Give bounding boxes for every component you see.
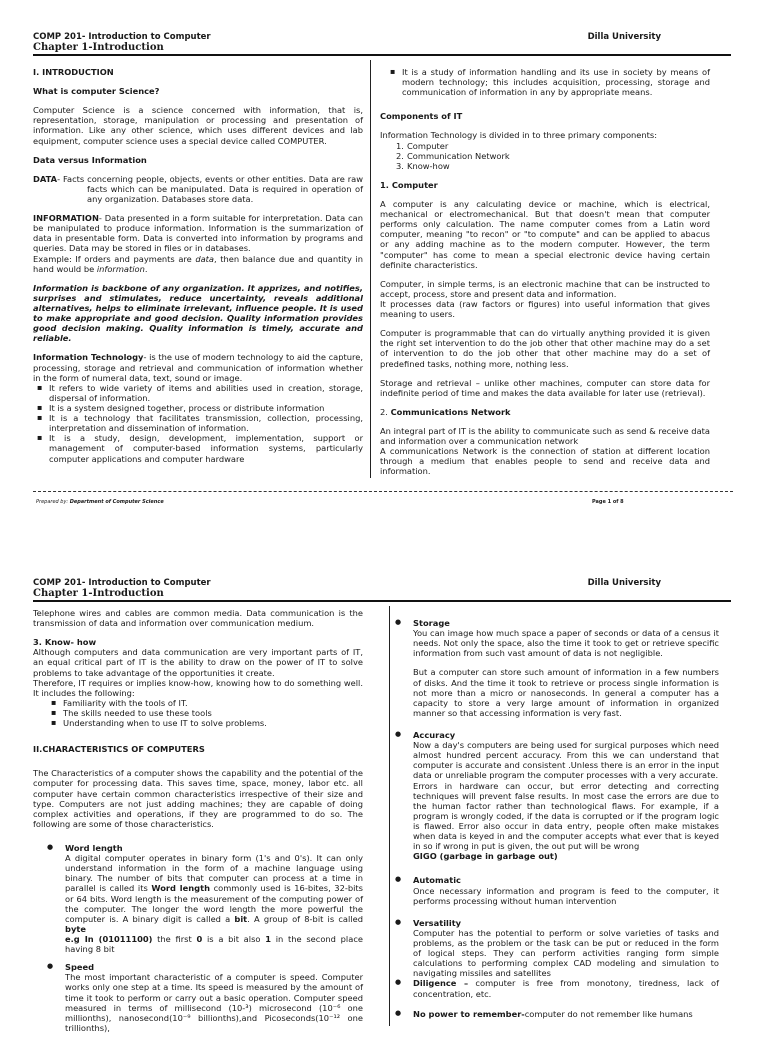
page-2 xyxy=(0,540,768,1033)
paragraph: An integral part of IT is the ability to communicate such as send & receive data and information over a communication network xyxy=(380,425,710,447)
list-item: ▪ It refers to wide variety of items and abilities used in creation, storage, dispersal of information. xyxy=(33,383,363,403)
characteristic-word-length: ● Word length A digital computer operates in binary form (1's and 0's). It can only understand information in the form of a machine language using binary. The number of bits that computer can process at a time in parallel is called its Word length commonly used is 16-bites, 32-bits or 64 bits. Word length is the measurement of the computing power of the computer. The longer the word length the more powerful the computer is. A binary digit is called a bit. A group of 8-bit is called byte e.g In (01011100) the first 0 is a bit also 1 in the second place having 8 bit xyxy=(33,843,363,954)
list-item: ▪ It is a study of information handling and its use in society by means of modern technology; this includes acquisition, processing, storage and communication of information in any by appropriate means. xyxy=(386,67,710,97)
data-definition xyxy=(33,174,363,204)
item-title: ● Versatility xyxy=(413,917,462,928)
definition-text: - Data presented in a form suitable for interpretation. Data can be manipulated to produce information. Information is the summarization of data in presentable form. Data is converted into information by programs and queries. Data may be stored in files or in databases. xyxy=(33,213,363,254)
bullet-list xyxy=(33,383,363,464)
list-item: ▪ Familiarity with the tools of IT. xyxy=(47,698,363,708)
bullet-list xyxy=(47,698,363,728)
paragraph: Information Technology is divided in to three primary components: xyxy=(380,130,658,141)
paragraph: A communications Network is the connection of station at different location through a medium that enables people to send and receive data and information. xyxy=(380,446,710,477)
list-item: ▪ The skills needed to use these tools xyxy=(47,708,363,718)
characteristic-speed: ● Speed The most important characteristic of a computer is speed. Computer works only one step at a time. Its speed is measured by the amount of time it took to perform or carry out a basic operation. Computer speed measured in terms of millisecond (10-³) microsecond (10⁻⁶ one millionths), nanosecond(10⁻⁹ billionths),and Picoseconds(10⁻¹² one trillionths), xyxy=(33,962,363,1033)
paragraph: Computer Science is a science concerned with information, that is, representation, storage, manipulation or processing and presentation of information. Like any other science, which uses different devices and lab equipment, computer science uses a special device called COMPUTER. xyxy=(33,105,363,146)
emphasis-paragraph: Information is backbone of any organization. It apprizes, and notifies, surprises and stimulates, reduce uncertainty, reveals additional alternatives, helps to eliminate irrelevant, influence people. It is used to make appropriate and good decision. Quality information provides good decision making. Quality information is timely, accurate and reliable. xyxy=(33,282,363,344)
list-item: ▪ It is a system designed together, process or distribute information xyxy=(33,403,363,413)
question-heading: What is computer Science? xyxy=(33,86,160,97)
paragraph: Telephone wires and cables are common media. Data communication is the transmission of data and information over communication medium. xyxy=(33,608,363,629)
subheading: 3. Know- how xyxy=(33,637,97,648)
footer-page-number: Page 1 of 8 xyxy=(592,499,624,505)
definition-text: - is the use of modern technology to aid the capture, processing, storage and retrieval and communication of information whether in the form of numeral data, text, sound or image. xyxy=(33,352,363,383)
item-title: ● Automatic xyxy=(413,875,461,886)
footer-prepared: Prepared by: Department of Computer Science xyxy=(36,499,164,505)
page-header xyxy=(33,28,731,56)
item-title: ● Storage xyxy=(413,618,450,628)
section-heading: II.CHARACTERISTICS OF COMPUTERS xyxy=(33,744,205,755)
course-title: COMP 201- Introduction to Computer xyxy=(33,578,211,588)
paragraph: It processes data (raw factors or figures) into useful information that gives meaning to users. xyxy=(380,298,710,320)
subheading: 1. Computer xyxy=(380,179,438,190)
example: Example: If orders and payments are data, then balance due and quantity in hand would be information. xyxy=(33,253,363,274)
list-item: 3. Know-how xyxy=(396,160,450,171)
paragraph: A computer is any calculating device or machine, which is electrical, mechanical or electromechanical. But that doesn't mean that computer performs only calculation. The name computer comes from a Latin word computer, meaning "to recon" or "to compute" and can be applied to abacus or any adding machine as to the modern computer. However, the term "computer" has come to mean a special electronic device having certain definite characteristics. xyxy=(380,198,710,270)
chapter-title: Chapter 1-Introduction xyxy=(33,588,164,599)
left-column xyxy=(33,608,363,1041)
paragraph: Therefore, IT requires or implies know-how, knowing how to do something well. It includes the following: xyxy=(33,677,363,698)
bullet-list xyxy=(386,67,710,97)
it-definition xyxy=(33,352,363,382)
subheading: 2. Communications Network xyxy=(380,406,511,417)
paragraph: The Characteristics of a computer shows the capability and the potential of the computer for processing data. This saves time, space, money, labor etc. all computer have certain common characteristics irrespective of their size and type. Computers are not just adding machines; they are capable of doing complex activities and operations, if they are programmed to do so. The following are some of those characteristics. xyxy=(33,768,363,829)
list-item: 1. Computer xyxy=(396,140,449,151)
list-item: ▪ It is a study, design, development, implementation, support or management of computer-based information systems, particularly computer applications and computer hardware xyxy=(33,433,363,463)
characteristic-versatility: ● Versatility Computer has the potential to perform or solve varieties of tasks and problems, as the problem or the task can be put or reduced in the form of logical steps. They can perform activities ranging form simple calculations to performing complex CAD modeling and simulation to navigating missiles and satellites xyxy=(381,918,719,979)
university-name: Dilla University xyxy=(587,32,661,42)
characteristic-memory: ● No power to remember-computer do not remember like humans xyxy=(381,1009,719,1019)
item-title: ● Word length xyxy=(65,842,123,853)
column-divider xyxy=(370,60,371,478)
left-column xyxy=(33,67,363,472)
characteristic-storage: ● Storage You can image how much space a paper of seconds or data of a census it needs. Not only the space, also the time it took to get or retrieve specific information from such vast amount of data is not negligible. But a computer can store such amount of information in a few numbers of disks. And the time it took to retrieve or process single information is not more than a micro or nanoseconds. In general a computer has a capacity to store a very large amount of information in organized manner so that accessing information is very fast. xyxy=(381,618,719,718)
list-item: ▪ It is a technology that facilitates transmission, collection, processing, interpretation and dissemination of information. xyxy=(33,413,363,433)
subheading: Data versus Information xyxy=(33,154,147,165)
section-heading: I. INTRODUCTION xyxy=(33,67,114,77)
characteristic-diligence: ● Diligence – computer is free from monotony, tiredness, lack of concentration, etc. xyxy=(381,978,719,998)
term: DATA xyxy=(33,173,58,184)
paragraph: Computer, in simple terms, is an electronic machine that can be instructed to accept, process, store and present data and information. xyxy=(380,278,710,299)
right-column xyxy=(380,67,710,486)
paragraph: Storage and retrieval – unlike other machines, computer can store data for indefinite period of time and makes the data available for later use (retrieval). xyxy=(380,377,710,398)
numbered-list xyxy=(396,141,710,171)
page-header xyxy=(33,574,731,602)
course-title: COMP 201- Introduction to Computer xyxy=(33,32,211,42)
term: Information Technology xyxy=(33,352,144,363)
page-separator xyxy=(33,491,733,495)
paragraph: Although computers and data communication are very important parts of IT, an equal critical part of IT is the ability to draw on the power of IT to solve problems to take advantage of the opportunities it create. xyxy=(33,647,363,678)
definition-text: - Facts concerning people, objects, events or other entities. Data are raw facts which can be manipulated. Data is required in operation of any organization. Databases store data. xyxy=(57,173,363,204)
subheading: Components of IT xyxy=(380,111,463,122)
term: INFORMATION xyxy=(33,213,99,224)
characteristic-accuracy: ● Accuracy Now a day's computers are being used for surgical purposes which need almost hundred percent accuracy. From this we can understand that computer is accurate and consistent .Unless there is an error in the input data or unreliable program the computer processes with a very accurate. Errors in hardware can occur, but error detecting and correcting techniques will prevent false results. In most case the errors are due to the human factor rather than technological flaws. For example, if a program is wrongly coded, if the data is corrupted or if the program logic is flawed. Error also occur in data entry, people often make mistakes when data is keyed in and the computer accepts what ever that is keyed in so if wrong in put is given, the out put will be wrong GIGO (garbage in garbage out) xyxy=(381,730,719,861)
page-1 xyxy=(0,0,768,520)
list-item: ▪ Understanding when to use IT to solve problems. xyxy=(47,718,363,728)
item-title: ● Accuracy xyxy=(413,729,456,740)
item-title: ● Speed xyxy=(65,962,95,973)
paragraph: Computer is programmable that can do virtually anything provided it is given the right set intervention to do the job other that other machine may do a set of intervention to do the job other that other machine may do a set of predefined tasks, nothing more, nothing less. xyxy=(380,328,710,369)
right-column xyxy=(381,618,719,1027)
university-name: Dilla University xyxy=(587,578,661,588)
information-definition xyxy=(33,213,363,253)
list-item: 2. Communication Network xyxy=(396,150,510,161)
characteristic-automatic: ● Automatic Once necessary information and program is feed to the computer, it performs processing without human intervention xyxy=(381,875,719,905)
chapter-title: Chapter 1-Introduction xyxy=(33,42,164,53)
